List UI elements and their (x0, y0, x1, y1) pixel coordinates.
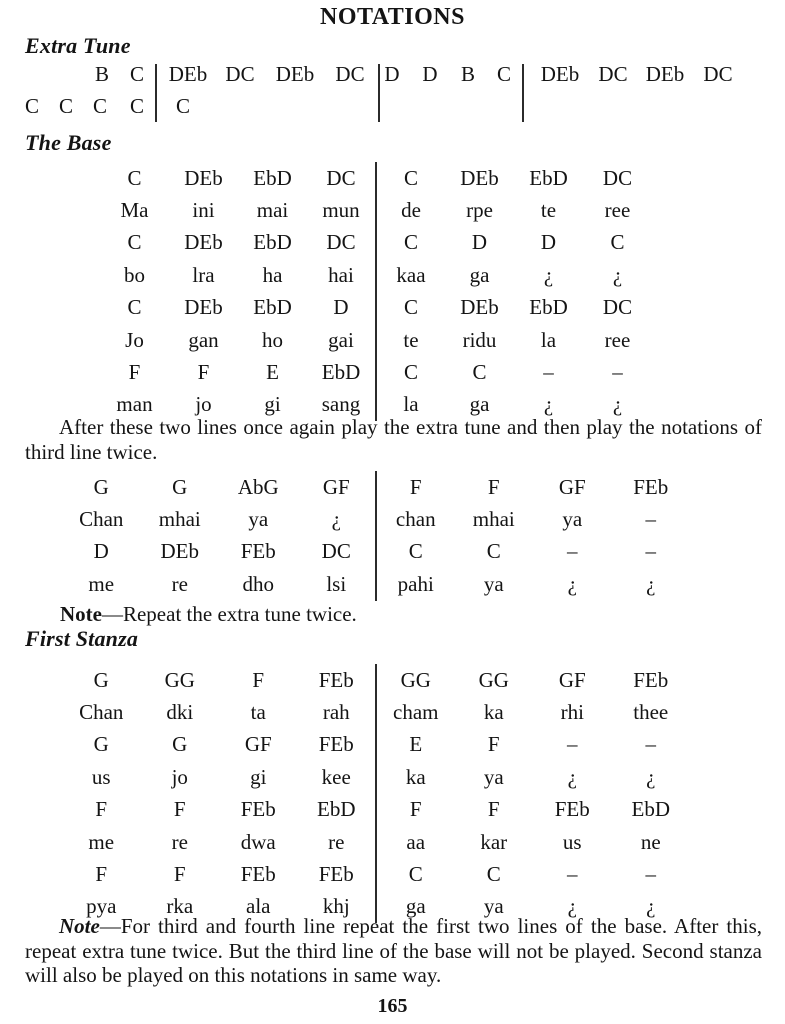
note-cell: DEb (184, 295, 223, 320)
note-token: C (175, 94, 191, 118)
note-cell: – (567, 862, 578, 887)
note-token: DC (225, 62, 255, 86)
note-cell: DC (326, 230, 356, 255)
lyric-row (62, 761, 690, 793)
note-token: DC (598, 62, 628, 86)
lyric-cell: mun (322, 198, 360, 223)
note-cell: GG (164, 667, 195, 692)
lyric-cell: pya (86, 894, 117, 919)
lyric-cell: mai (256, 198, 289, 223)
lyric-cell: ya (248, 507, 269, 532)
note-cell: FEb (554, 797, 590, 822)
note-cell: FEb (240, 797, 276, 822)
note-token: C (129, 94, 145, 118)
lyric-cell: ini (192, 198, 215, 223)
note-row (62, 794, 690, 826)
extra-tune-notation (0, 62, 785, 126)
note-label: Note (60, 602, 102, 626)
lyric-cell: hai (328, 262, 354, 287)
note-cell: F (173, 862, 186, 887)
section-heading-extra-tune: Extra Tune (25, 33, 131, 58)
lyric-cell: la (540, 327, 557, 352)
lyric-cell: ta (250, 700, 266, 725)
lyric-cell: ¿ (646, 894, 656, 919)
lyric-cell: jo (171, 764, 188, 789)
note-cell: FEb (318, 732, 354, 757)
note-cell: FEb (318, 667, 354, 692)
note-cell: FEb (318, 862, 354, 887)
section-heading-the-base: The Base (25, 130, 112, 155)
lyric-cell: gi (250, 764, 267, 789)
note-cell: DC (321, 539, 351, 564)
lyric-cell: ¿ (646, 571, 656, 596)
note-cell: G (93, 667, 109, 692)
lyric-cell: ga (469, 392, 490, 417)
note-row (100, 356, 652, 388)
note-cell: F (95, 797, 108, 822)
note-cell: EbD (253, 230, 292, 255)
note-token: DC (335, 62, 365, 86)
first-stanza-notation-table (62, 664, 690, 923)
note-token: D (384, 62, 400, 86)
lyric-cell: – (645, 507, 656, 532)
note-cell: D (540, 230, 557, 255)
note-cell: D (93, 539, 109, 564)
note-token: D (422, 62, 438, 86)
note-token: C (58, 94, 74, 118)
lyric-cell: ¿ (543, 392, 554, 417)
note-cell: – (567, 539, 578, 564)
lyric-cell: ala (246, 894, 271, 919)
lyric-cell: rpe (466, 198, 493, 223)
note-token: B (94, 62, 110, 86)
lyric-cell: ya (562, 507, 583, 532)
bar-line (522, 64, 524, 122)
note-cell: – (645, 539, 656, 564)
lyric-cell: dki (166, 700, 194, 725)
note-cell: C (610, 230, 625, 255)
lyric-cell: kaa (376, 259, 445, 291)
note-row (62, 471, 690, 503)
third-line-notation-table (62, 471, 690, 601)
note-row (62, 536, 690, 568)
note-cell: FEb (240, 862, 276, 887)
note-cell: AbG (237, 474, 279, 499)
bottom-note (25, 914, 762, 988)
page-title: NOTATIONS (320, 4, 465, 30)
lyric-cell: rka (166, 894, 194, 919)
lyric-cell: kee (321, 764, 351, 789)
lyric-cell: Chan (79, 507, 124, 532)
lyric-cell: chan (376, 503, 455, 535)
lyric-cell: ka (483, 700, 504, 725)
lyric-cell: dwa (240, 829, 276, 854)
lyric-cell: bo (124, 262, 145, 287)
note-cell: DEb (460, 165, 499, 190)
lyric-cell: mhai (158, 507, 201, 532)
lyric-cell: ka (376, 761, 455, 793)
lyric-cell: ga (376, 891, 455, 923)
note-cell: C (376, 356, 445, 388)
lyric-cell: rah (322, 700, 350, 725)
lyric-cell: ree (604, 327, 631, 352)
note-cell: EbD (317, 797, 356, 822)
mid-note (60, 602, 357, 627)
note-cell: GF (322, 474, 350, 499)
note-cell: E (376, 729, 455, 761)
note-cell: – (543, 360, 554, 385)
note-token: B (460, 62, 476, 86)
bar-line (155, 64, 157, 122)
lyric-cell: ho (262, 327, 283, 352)
lyric-cell: gan (188, 327, 219, 352)
lyric-cell: sang (321, 392, 361, 417)
lyric-cell: pahi (376, 568, 455, 600)
note-cell: C (127, 295, 142, 320)
note-cell: DEb (160, 539, 199, 564)
lyric-row (100, 259, 652, 291)
lyric-row (62, 696, 690, 728)
note-cell: G (172, 474, 188, 499)
note-cell: FEb (633, 474, 669, 499)
note-cell: F (487, 474, 500, 499)
lyric-cell: la (376, 389, 445, 421)
note-cell: GG (478, 667, 509, 692)
note-cell: FEb (240, 539, 276, 564)
lyric-cell: te (376, 324, 445, 356)
note-token: C (496, 62, 512, 86)
note-cell: DEb (460, 295, 499, 320)
lyric-cell: ¿ (567, 571, 577, 596)
note-cell: C (486, 862, 501, 887)
lyric-cell: re (171, 571, 188, 596)
lyric-cell: lra (192, 262, 215, 287)
note-cell: GF (558, 474, 586, 499)
lyric-cell: ¿ (567, 894, 577, 919)
note-cell: EbD (253, 165, 292, 190)
lyric-cell: man (116, 392, 153, 417)
note-cell: GF (244, 732, 272, 757)
note-text: —Repeat the extra tune twice. (101, 602, 357, 626)
note-cell: C (376, 536, 455, 568)
note-token: DEb (645, 62, 685, 86)
note-cell: F (487, 732, 500, 757)
lyric-cell: ya (483, 764, 504, 789)
note-cell: C (127, 165, 142, 190)
lyric-cell: ¿ (331, 507, 341, 532)
lyric-cell: aa (376, 826, 455, 858)
lyric-cell: ¿ (567, 764, 577, 789)
note-cell: DEb (184, 230, 223, 255)
lyric-cell: me (88, 829, 115, 854)
note-cell: F (128, 360, 141, 385)
note-cell: – (645, 732, 656, 757)
lyric-cell: thee (633, 700, 669, 725)
lyric-row (62, 826, 690, 858)
note-cell: EbD (529, 295, 568, 320)
lyric-row (100, 324, 652, 356)
note-label: Note (59, 914, 100, 938)
note-row (62, 858, 690, 890)
lyric-cell: ha (262, 262, 283, 287)
note-token: DEb (540, 62, 580, 86)
note-cell: C (376, 292, 445, 324)
note-cell: EbD (631, 797, 670, 822)
lyric-cell: rhi (560, 700, 584, 725)
note-token: C (24, 94, 40, 118)
lyric-row (62, 503, 690, 535)
note-row (100, 292, 652, 324)
lyric-cell: gai (328, 327, 354, 352)
base-notation-table (100, 162, 652, 421)
note-cell: GF (558, 667, 586, 692)
note-cell: EbD (529, 165, 568, 190)
note-cell: C (127, 230, 142, 255)
note-cell: D (333, 295, 349, 320)
note-cell: – (567, 732, 578, 757)
section-heading-first-stanza: First Stanza (25, 626, 139, 651)
lyric-cell: ne (640, 829, 661, 854)
lyric-cell: Jo (125, 327, 144, 352)
lyric-row (62, 568, 690, 600)
note-cell: GG (376, 664, 455, 696)
note-cell: C (472, 360, 487, 385)
note-cell: C (486, 539, 501, 564)
lyric-cell: kar (480, 829, 508, 854)
lyric-cell: ree (604, 198, 631, 223)
bar-line (378, 64, 380, 122)
lyric-cell: ¿ (543, 262, 554, 287)
lyric-cell: ¿ (612, 392, 623, 417)
note-cell: EbD (253, 295, 292, 320)
note-cell: F (376, 794, 455, 826)
note-token: DEb (168, 62, 208, 86)
lyric-cell: re (171, 829, 188, 854)
note-cell: F (487, 797, 500, 822)
note-cell: C (376, 858, 455, 890)
note-cell: F (197, 360, 210, 385)
lyric-cell: ¿ (646, 764, 656, 789)
lyric-cell: dho (242, 571, 274, 596)
lyric-cell: te (540, 198, 557, 223)
lyric-cell: Ma (120, 198, 149, 223)
lyric-cell: us (91, 764, 111, 789)
note-cell: – (645, 862, 656, 887)
after-paragraph: After these two lines once again play the extra tune and then play the notations of third line twice. (25, 415, 762, 464)
note-cell: DC (602, 295, 633, 320)
lyric-cell: de (376, 194, 445, 226)
note-cell: F (173, 797, 186, 822)
lyric-row (100, 194, 652, 226)
lyric-cell: ¿ (612, 262, 623, 287)
note-cell: C (376, 227, 445, 259)
note-text: —For third and fourth line repeat the first two lines of the base. After this, repeat extra tune twice. But the third line of the base will not be played. Second stanza will also be played on this notations in same way. (25, 914, 762, 987)
note-cell: D (471, 230, 488, 255)
note-cell: C (376, 162, 445, 194)
lyric-cell: us (562, 829, 582, 854)
lyric-cell: cham (376, 696, 455, 728)
note-cell: G (93, 474, 109, 499)
note-cell: – (612, 360, 623, 385)
lyric-cell: Chan (79, 700, 124, 725)
note-cell: F (252, 667, 265, 692)
note-cell: DC (326, 165, 356, 190)
lyric-cell: ya (483, 571, 504, 596)
lyric-cell: lsi (326, 571, 347, 596)
lyric-cell: ga (469, 262, 490, 287)
note-row (100, 162, 652, 194)
page-number: 165 (377, 995, 408, 1017)
lyric-cell: jo (195, 392, 212, 417)
note-cell: DEb (184, 165, 223, 190)
note-cell: G (93, 732, 109, 757)
note-token: C (92, 94, 108, 118)
note-cell: EbD (321, 360, 361, 385)
note-token: DC (703, 62, 733, 86)
note-cell: F (376, 471, 455, 503)
note-row (62, 664, 690, 696)
note-token: DEb (275, 62, 315, 86)
lyric-cell: gi (264, 392, 281, 417)
note-row (100, 227, 652, 259)
lyric-cell: khj (322, 894, 350, 919)
lyric-cell: ya (483, 894, 504, 919)
note-cell: F (95, 862, 108, 887)
note-cell: FEb (633, 667, 669, 692)
lyric-cell: ridu (462, 327, 497, 352)
lyric-cell: re (328, 829, 345, 854)
lyric-cell: me (88, 571, 115, 596)
note-cell: G (172, 732, 188, 757)
note-cell: DC (602, 165, 633, 190)
note-cell: E (266, 360, 279, 385)
lyric-cell: mhai (472, 507, 515, 532)
note-row (62, 729, 690, 761)
note-token: C (129, 62, 145, 86)
